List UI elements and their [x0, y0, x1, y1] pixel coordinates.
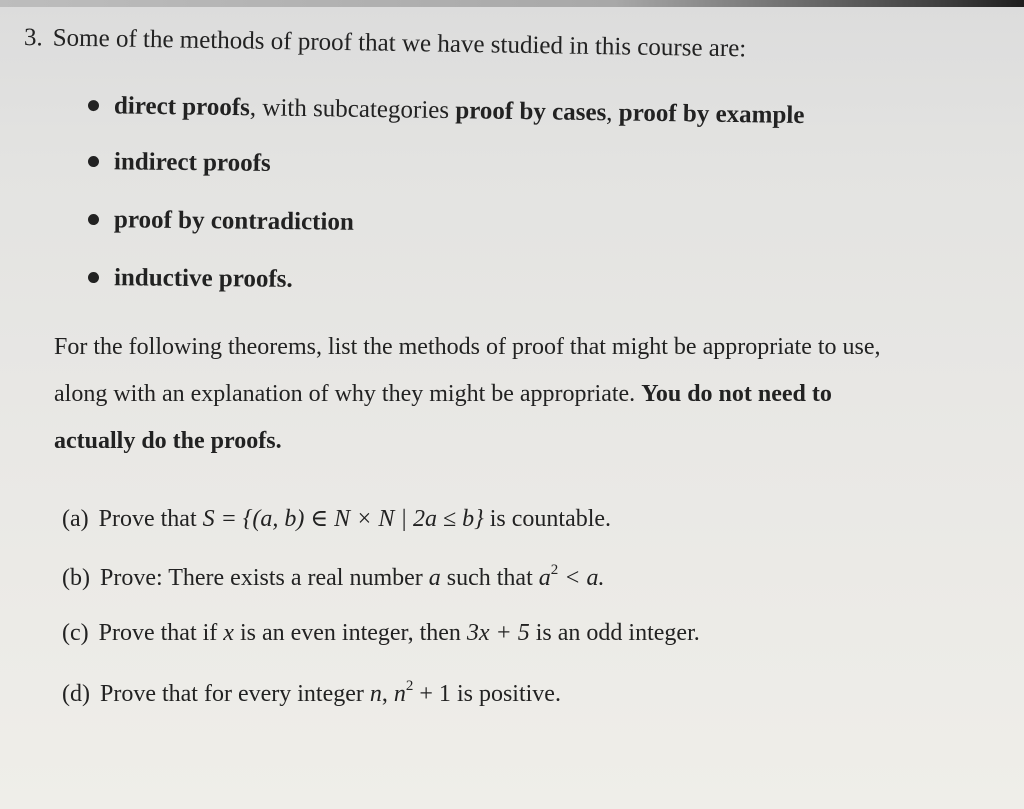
list-item: [88, 92, 805, 130]
instructions-line-1: [54, 334, 1009, 361]
part-label: (a): [62, 506, 89, 532]
part-text: ,: [381, 681, 394, 707]
question-intro: Some of the methods of proof that we have studied in this course are:: [52, 24, 747, 63]
instructions-line-3: [54, 428, 1009, 455]
part-text: is an odd integer.: [529, 620, 700, 646]
part-b: [62, 562, 604, 592]
math-variable: n: [393, 681, 406, 707]
part-text: Prove that for every integer: [99, 681, 370, 707]
instructions-line-2: [54, 381, 1009, 408]
method-proof-by-cases: proof by cases: [455, 97, 607, 127]
question-heading: [24, 24, 747, 63]
part-text: is an even integer, then: [233, 620, 467, 646]
part-d: [62, 678, 561, 708]
method-proof-by-example: proof by example: [618, 99, 805, 130]
method-direct-proofs: direct proofs: [113, 92, 251, 122]
list-item: [88, 206, 354, 237]
math-expression: 3x + 5: [466, 620, 530, 646]
part-text: Prove that if: [98, 620, 224, 646]
instructions-bold-text: actually do the proofs.: [54, 428, 282, 454]
method-proof-by-contradiction: proof by contradiction: [113, 206, 354, 236]
part-text: such that: [440, 565, 539, 591]
method-indirect-proofs: indirect proofs: [113, 148, 271, 177]
part-text: is countable.: [483, 506, 612, 532]
part-label: (c): [62, 620, 89, 646]
question-number: 3.: [23, 24, 43, 52]
bullet-icon: [88, 100, 99, 111]
math-expression: < a.: [558, 565, 605, 591]
math-exponent: 2: [405, 678, 414, 694]
bullet-icon: [88, 272, 99, 283]
part-a: [62, 504, 611, 533]
bullet-icon: [88, 214, 99, 225]
math-exponent: 2: [550, 562, 559, 578]
list-item: [88, 148, 271, 178]
math-variable: n: [369, 681, 382, 707]
part-c: [62, 620, 700, 647]
part-label: (b): [62, 565, 90, 591]
method-separator: ,: [606, 99, 619, 127]
list-item: [88, 264, 293, 294]
math-variable: x: [223, 620, 234, 646]
instructions-text: along with an explanation of why they might be appropriate.: [54, 381, 636, 407]
set-definition-math: S = {(a, b) ∈ N × N | 2a ≤ b}: [202, 506, 484, 532]
math-expression: + 1: [413, 681, 451, 707]
instructions-text: For the following theorems, list the methods of proof that might be appropriate to use,: [54, 334, 881, 360]
math-variable: a: [538, 565, 551, 591]
part-text: Prove that: [98, 506, 203, 532]
part-text: Prove: There exists a real number: [99, 565, 429, 591]
part-label: (d): [62, 681, 90, 707]
bullet-icon: [88, 156, 99, 167]
instructions-bold-text: You do not need to: [641, 381, 832, 407]
part-text: is positive.: [450, 681, 561, 707]
method-subcategories-text: , with subcategories: [249, 94, 456, 125]
method-inductive-proofs: inductive proofs.: [113, 264, 293, 293]
math-variable: a: [428, 565, 441, 591]
